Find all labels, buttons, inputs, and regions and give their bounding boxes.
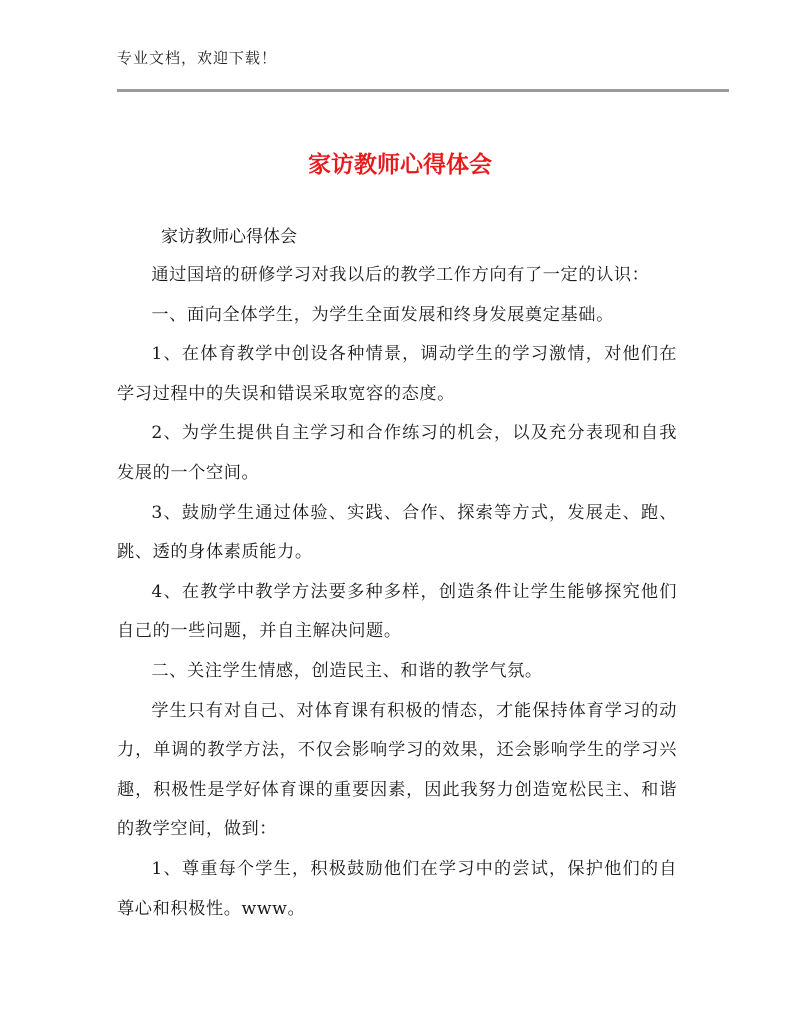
paragraph: 2、为学生提供自主学习和合作练习的机会，以及充分表现和自我发展的一个空间。: [117, 423, 677, 483]
document-subtitle: 家访教师心得体会: [161, 227, 297, 247]
paragraph: 学生只有对自己、对体育课有积极的情态，才能保持体育学习的动力，单调的教学方法，不仅会影响学习的效果，还会影响学生的学习兴趣，积极性是学好体育课的重要因素，因此我努力创造宽松民主、和谐的教学空间，做到：: [117, 700, 677, 840]
paragraph: 通过国培的研修学习对我以后的教学工作方向有了一定的认识：: [151, 265, 650, 285]
paragraph: 4、在教学中教学方法要多种多样，创造条件让学生能够探究他们自己的一些问题，并自主解决问题。: [117, 581, 677, 642]
paragraph: 一、面向全体学生，为学生全面发展和终身发展奠定基础。: [151, 304, 614, 325]
header-divider: [117, 89, 729, 92]
paragraph: 3、鼓励学生通过体验、实践、合作、探索等方式，发展走、跑、跳、透的身体素质能力。: [117, 502, 677, 563]
document-title: 家访教师心得体会: [308, 152, 492, 178]
paragraph: 二、关注学生情感，创造民主、和谐的教学气氛。: [151, 660, 543, 681]
paragraph: 1、尊重每个学生，积极鼓励他们在学习中的尝试，保护他们的自尊心和积极性。www。: [117, 858, 677, 919]
document-body: [117, 256, 677, 929]
paragraph: 1、在体育教学中创设各种情景，调动学生的学习激情，对他们在学习过程中的失误和错误采取宽容的态度。: [117, 344, 677, 404]
header-note: 专业文档，欢迎下载！: [117, 49, 278, 67]
